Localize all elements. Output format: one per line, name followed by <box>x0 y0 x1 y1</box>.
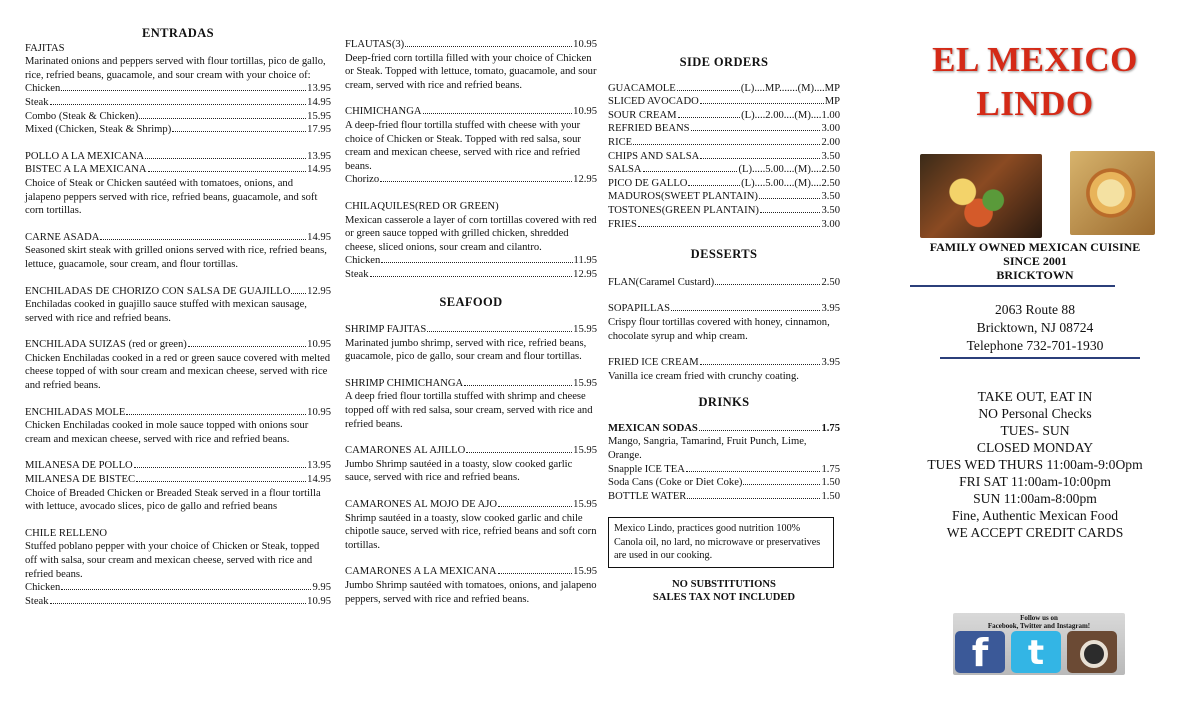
drinks-title: DRINKS <box>698 395 750 410</box>
sides-column <box>608 0 840 604</box>
item-price: 3.95 <box>821 303 840 315</box>
seafood-item <box>345 377 597 431</box>
hours-line: TUES WED THURS 11:00am-9:0Opm <box>927 457 1143 472</box>
dot-leader <box>50 104 307 105</box>
dot-leader <box>687 498 820 499</box>
item-name: Chorizo <box>345 174 380 186</box>
drink-line <box>608 422 840 436</box>
mains-column <box>345 38 597 619</box>
dot-leader <box>291 293 306 294</box>
no-substitutions-notice <box>608 578 840 604</box>
dot-leader <box>136 481 306 482</box>
menu-line <box>25 595 331 609</box>
dot-leader <box>464 385 572 386</box>
item-description: Marinated jumbo shrimp, served with rice, refried beans, guacamole, pico de gallo, sour cream and flour tortillas. <box>345 337 587 363</box>
seafood-item <box>345 565 597 606</box>
dot-leader <box>381 262 572 263</box>
menu-item <box>25 406 331 447</box>
item-name: ENCHILADAS DE CHORIZO CON SALSA DE GUAJILLO <box>25 285 291 297</box>
item-description: Chicken Enchiladas cooked in a red or green sauce covered with melted cheese topped of with sour cream and mexican cheese, served with rice and refried beans. <box>25 352 331 392</box>
follow-us-text <box>953 615 1125 630</box>
menu-line <box>608 356 840 370</box>
dot-leader <box>427 331 572 332</box>
item-name: Chicken <box>25 582 61 594</box>
side-order-line <box>608 163 840 177</box>
item-price: 12.95 <box>573 174 597 186</box>
dot-leader <box>145 158 306 159</box>
item-name: MILANESA DE BISTEC <box>25 474 136 486</box>
dessert-item <box>608 356 840 383</box>
item-price: (L)....MP.......(M)....MP <box>740 82 840 94</box>
drink-line <box>608 490 840 504</box>
side-order-line <box>608 218 840 232</box>
item-name: Steak <box>25 595 49 607</box>
menu-item <box>25 231 331 272</box>
item-price: 14.95 <box>307 96 331 108</box>
side-order-line <box>608 109 840 123</box>
item-name: SALSA <box>608 164 642 176</box>
brand-line-2: LINDO <box>976 84 1094 123</box>
mains-list <box>345 38 597 282</box>
menu-item <box>345 200 597 282</box>
food-photo-tacos-icon <box>920 154 1042 238</box>
side-order-line <box>608 136 840 150</box>
address-street: 2063 Route 88 <box>994 302 1076 317</box>
item-name: CHIMICHANGA <box>345 106 422 118</box>
item-description: A deep-fried flour tortilla stuffed with cheese with your choice of Chicken or Steak. Topped with red salsa, sour cream and mexican cheese, served with rice and refried beans. <box>345 119 581 172</box>
item-name: BOTTLE WATER <box>608 490 687 502</box>
dot-leader <box>61 589 311 590</box>
menu-item <box>25 527 331 609</box>
dot-leader <box>61 90 306 91</box>
item-description: Seasoned skirt steak with grilled onions served with rice, refried beans, lettuce, guacamole, sour cream, and flour tortillas. <box>25 245 327 270</box>
item-description: A deep fried flour tortilla stuffed with shrimp and cheese topped off with red salsa, sour cream, served with rice and refried beans. <box>345 391 593 430</box>
side-orders-list <box>608 82 840 232</box>
drink-line <box>608 463 840 477</box>
side-order-line <box>608 177 840 191</box>
dot-leader <box>134 467 306 468</box>
item-name: Steak <box>345 268 369 280</box>
item-name: ENCHILADAS MOLE <box>25 406 126 418</box>
menu-line <box>345 377 597 391</box>
item-name: Mixed (Chicken, Steak & Shrimp) <box>25 124 172 136</box>
item-name: CHILAQUILES(RED OR GREEN) <box>345 200 499 212</box>
item-name: RICE <box>608 136 633 148</box>
item-price: (L).....5.00....(M)....2.50 <box>738 164 840 176</box>
menu-item <box>25 338 331 392</box>
item-description: Jumbo Shrimp sautéed with tomatoes, onions, and jalapeno peppers, served with rice and refried beans. <box>345 580 597 605</box>
menu-line <box>25 338 331 352</box>
address-city: Bricktown, NJ 08724 <box>976 320 1094 335</box>
item-name: CAMARONES AL AJILLO <box>345 445 466 457</box>
item-price: 13.95 <box>307 460 331 472</box>
dot-leader <box>743 484 820 485</box>
address-block <box>905 301 1165 355</box>
facebook-icon: f <box>955 631 1005 673</box>
seafood-title: SEAFOOD <box>439 294 503 309</box>
menu-line <box>345 323 597 337</box>
dot-leader <box>633 144 820 145</box>
item-price: 3.00 <box>821 218 840 230</box>
item-title: CHILE RELLENO <box>25 527 108 539</box>
divider-rule-2 <box>940 357 1140 359</box>
item-price: 15.95 <box>573 324 597 336</box>
dot-leader <box>370 276 573 277</box>
item-name: REFRIED BEANS <box>608 123 690 135</box>
menu-line <box>345 254 597 268</box>
tagline-location: BRICKTOWN <box>996 268 1074 282</box>
item-price: 13.95 <box>307 150 331 162</box>
dot-leader <box>678 117 741 118</box>
hours-line: WE ACCEPT CREDIT CARDS <box>946 525 1124 540</box>
dot-leader <box>423 113 573 114</box>
seafood-item <box>345 323 597 364</box>
item-price: 13.95 <box>307 83 331 95</box>
item-description: Crispy flour tortillas covered with honey, cinnamon, chocolate syrup and whip cream. <box>608 316 830 342</box>
menu-line <box>25 459 331 473</box>
item-price: 15.95 <box>573 377 597 389</box>
tagline-since: SINCE 2001 <box>1003 254 1067 268</box>
desserts-title: DESSERTS <box>690 247 758 262</box>
dot-leader <box>380 181 572 182</box>
item-price: 17.95 <box>307 124 331 136</box>
restaurant-logo <box>905 38 1165 126</box>
item-price: 10.95 <box>307 406 331 418</box>
instagram-icon <box>1067 631 1117 673</box>
item-price: 3.00 <box>821 123 840 135</box>
dot-leader <box>691 130 821 131</box>
dessert-item <box>608 276 840 290</box>
dot-leader <box>686 471 821 472</box>
sales-tax-text: SALES TAX NOT INCLUDED <box>652 591 796 603</box>
item-name: FRIES <box>608 218 637 230</box>
item-name: ENCHILADA SUIZAS (red or green) <box>25 339 187 351</box>
dot-leader <box>643 171 738 172</box>
drink-flavors: Mango, Sangria, Tamarind, Fruit Punch, Lime, Orange. <box>608 436 807 462</box>
twitter-icon: t <box>1011 631 1061 673</box>
follow-line-2: Facebook, Twitter and Instagram! <box>987 621 1091 630</box>
dot-leader <box>126 414 306 415</box>
dot-leader <box>139 118 306 119</box>
item-description: Marinated onions and peppers served with flour tortillas, pico de gallo, rice, refried beans, guacamole, and sour cream with your choice of: <box>25 56 326 81</box>
restaurant-info-column <box>905 0 1165 675</box>
phone-number: Telephone 732-701-1930 <box>966 338 1104 353</box>
menu-item <box>25 285 331 326</box>
menu-item <box>25 150 331 218</box>
dot-leader <box>100 239 306 240</box>
entradas-list <box>25 42 331 609</box>
item-description: Enchiladas cooked in guajillo sauce stuffed with mexican sausage, served with rice and refried beans. <box>25 299 307 324</box>
menu-line <box>345 498 597 512</box>
item-title: FAJITAS <box>25 42 65 54</box>
item-description: Jumbo Shrimp sautéed in a toasty, slow cooked garlic sauce, served with rice and refried beans. <box>345 458 573 484</box>
item-name: SHRIMP CHIMICHANGA <box>345 377 464 389</box>
menu-line <box>345 565 597 579</box>
item-name: SOPAPILLAS <box>608 303 671 315</box>
menu-line <box>25 96 331 110</box>
hours-line: TAKE OUT, EAT IN <box>977 389 1093 404</box>
no-substitutions-text: NO SUBSTITUTIONS <box>672 578 776 590</box>
social-media-banner <box>953 613 1125 675</box>
item-price: 12.95 <box>573 268 597 280</box>
item-name: Soda Cans (Coke or Diet Coke) <box>608 477 743 489</box>
item-price: 3.50 <box>821 191 840 203</box>
hours-line: SUN 11:00am-8:00pm <box>973 491 1097 506</box>
item-description: Chicken Enchiladas cooked in mole sauce topped with onions sour cream and mexican cheese, served with rice and refried beans. <box>25 420 309 445</box>
menu-line <box>345 200 597 214</box>
tagline <box>905 240 1165 282</box>
food-photos <box>905 154 1165 246</box>
item-name: GUACAMOLE <box>608 82 676 94</box>
side-order-line <box>608 150 840 164</box>
item-price: MP <box>824 96 840 108</box>
menu-line <box>25 285 331 299</box>
side-orders-title: SIDE ORDERS <box>679 55 769 69</box>
item-name: Chicken <box>25 83 61 95</box>
entradas-column <box>25 0 331 621</box>
hours-line: Fine, Authentic Mexican Food <box>951 508 1119 523</box>
drinks-list <box>608 422 840 504</box>
divider-rule <box>910 285 1115 287</box>
menu-item <box>345 105 597 187</box>
menu-line <box>25 123 331 137</box>
menu-line <box>25 163 331 177</box>
item-name: MADUROS(SWEET PLANTAIN) <box>608 191 758 203</box>
seafood-item <box>345 498 597 552</box>
hours-line: NO Personal Checks <box>978 406 1092 421</box>
nutrition-note: Mexico Lindo, practices good nutrition 100% Canola oil, no lard, no microwave or preservatives are used in our cooking. <box>608 517 834 567</box>
item-price: 14.95 <box>307 164 331 176</box>
menu-line <box>345 173 597 187</box>
item-price: (L)....5.00....(M)....2.50 <box>741 177 840 189</box>
dot-leader <box>498 506 572 507</box>
item-price: 3.50 <box>821 150 840 162</box>
item-price: 2.00 <box>821 136 840 148</box>
menu-line <box>25 473 331 487</box>
item-name: CARNE ASADA <box>25 231 100 243</box>
dessert-item <box>608 302 840 343</box>
item-name: Chicken <box>345 255 381 267</box>
item-price: 3.50 <box>821 204 840 216</box>
item-name: SHRIMP FAJITAS <box>345 324 427 336</box>
dot-leader <box>188 346 306 347</box>
item-name: FLAUTAS(3) <box>345 39 405 50</box>
hours-block <box>905 388 1165 541</box>
item-name: PICO DE GALLO <box>608 177 688 189</box>
hours-line: TUES- SUN <box>1000 423 1070 438</box>
side-order-line <box>608 122 840 136</box>
tagline-family-owned: FAMILY OWNED MEXICAN CUISINE <box>929 240 1141 254</box>
dot-leader <box>466 452 572 453</box>
seafood-list <box>345 323 597 606</box>
dot-leader <box>498 573 573 574</box>
item-name: MILANESA DE POLLO <box>25 460 133 472</box>
side-order-line <box>608 190 840 204</box>
item-price: (L)....2.00....(M)....1.00 <box>741 109 840 121</box>
food-photo-bowl-icon <box>1070 151 1155 235</box>
menu-item <box>25 459 331 513</box>
item-price: 10.95 <box>307 595 331 607</box>
item-name: TOSTONES(GREEN PLANTAIN) <box>608 204 759 216</box>
dot-leader <box>715 284 820 285</box>
dot-leader <box>638 226 821 227</box>
item-price: 10.95 <box>573 39 597 50</box>
item-price: 1.75 <box>821 463 840 475</box>
item-price: 14.95 <box>307 474 331 486</box>
dot-leader <box>405 46 572 47</box>
item-name: FRIED ICE CREAM <box>608 357 699 369</box>
item-name: CAMARONES A LA MEXICANA <box>345 566 497 578</box>
item-name: SLICED AVOCADO <box>608 96 699 108</box>
menu-line <box>345 105 597 119</box>
item-price: 15.95 <box>573 445 597 457</box>
item-price: 14.95 <box>307 231 331 243</box>
seafood-item <box>345 444 597 485</box>
dot-leader <box>50 603 307 604</box>
item-name: Steak <box>25 96 49 108</box>
item-description: Mexican casserole a layer of corn tortillas covered with red or green sauce topped with grilled chicken, shredded cheese, sliced onions, sour cream and cilantro. <box>345 214 597 253</box>
item-name: Snapple ICE TEA <box>608 463 685 475</box>
dot-leader <box>700 364 821 365</box>
side-order-line <box>608 95 840 109</box>
item-description: Choice of Steak or Chicken sautéed with tomatoes, onions, and jalapeno peppers served with rice, refried beans, guacamole, and soft corn tortillas. <box>25 177 318 217</box>
item-price: 11.95 <box>573 255 597 267</box>
item-price: 15.95 <box>307 110 331 122</box>
dot-leader <box>677 90 740 91</box>
dot-leader <box>760 212 821 213</box>
menu-line <box>608 276 840 290</box>
item-price: 10.95 <box>307 339 331 351</box>
item-price: 1.50 <box>821 477 840 489</box>
desserts-list <box>608 276 840 384</box>
item-name: BISTEC A LA MEXICANA <box>25 164 147 176</box>
item-price: 3.95 <box>821 357 840 369</box>
item-description: Deep-fried corn tortilla filled with your choice of Chicken or Steak. Topped with lettuce, tomato, guacamole, and sour cream, served with rice and refried beans. <box>345 52 597 91</box>
item-price: 1.75 <box>821 422 840 434</box>
menu-item <box>25 42 331 137</box>
item-price: 1.50 <box>821 490 840 502</box>
item-description: Vanilla ice cream fried with crunchy coating. <box>608 370 799 382</box>
drink-line <box>608 476 840 490</box>
item-price: 15.95 <box>573 566 597 578</box>
dot-leader <box>699 430 821 431</box>
item-description: Shrimp sautéed in a toasty, slow cooked garlic and chile chipotle sauce, served with rice, refried beans and soft corn tortillas. <box>345 512 597 551</box>
hours-line: FRI SAT 11:00am-10:00pm <box>959 474 1111 489</box>
brand-line-1: EL MEXICO <box>932 40 1138 79</box>
menu-line <box>345 268 597 282</box>
item-price: 10.95 <box>573 106 597 118</box>
item-description: Stuffed poblano pepper with your choice of Chicken or Steak, topped off with salsa, sour cream and mexican cheese, served with rice and refried beans. <box>25 541 320 580</box>
dot-leader <box>671 310 820 311</box>
item-price: 15.95 <box>573 499 597 511</box>
dot-leader <box>148 171 307 172</box>
menu-line <box>345 444 597 458</box>
item-description: Choice of Breaded Chicken or Breaded Steak served in a flour tortilla with lettuce, avocado slices, pico de gallo and refried beans <box>25 487 321 513</box>
menu-line <box>25 110 331 124</box>
hours-line: CLOSED MONDAY <box>976 440 1094 455</box>
menu-line <box>345 38 597 52</box>
item-price: 12.95 <box>307 285 331 297</box>
side-order-line <box>608 204 840 218</box>
dot-leader <box>700 103 824 104</box>
item-price: 9.95 <box>312 582 331 594</box>
item-name: SOUR CREAM <box>608 109 677 121</box>
item-name: CHIPS AND SALSA <box>608 150 700 162</box>
dot-leader <box>172 131 306 132</box>
follow-line-1: Follow us on <box>1020 614 1058 622</box>
menu-line <box>25 581 331 595</box>
item-name: MEXICAN SODAS <box>608 422 698 434</box>
item-name: POLLO A LA MEXICANA <box>25 150 145 162</box>
menu-line <box>25 82 331 96</box>
dot-leader <box>688 185 740 186</box>
item-price: 2.50 <box>821 276 840 288</box>
side-order-line <box>608 82 840 96</box>
dot-leader <box>700 158 820 159</box>
item-name: Combo (Steak & Chicken) <box>25 110 139 122</box>
menu-item <box>345 38 597 92</box>
menu-line <box>608 302 840 316</box>
item-name: FLAN(Caramel Custard) <box>608 276 715 288</box>
menu-line <box>25 406 331 420</box>
menu-line <box>25 231 331 245</box>
entradas-title: ENTRADAS <box>142 26 214 40</box>
dot-leader <box>759 198 821 199</box>
menu-line <box>25 150 331 164</box>
item-name: CAMARONES AL MOJO DE AJO <box>345 499 498 511</box>
